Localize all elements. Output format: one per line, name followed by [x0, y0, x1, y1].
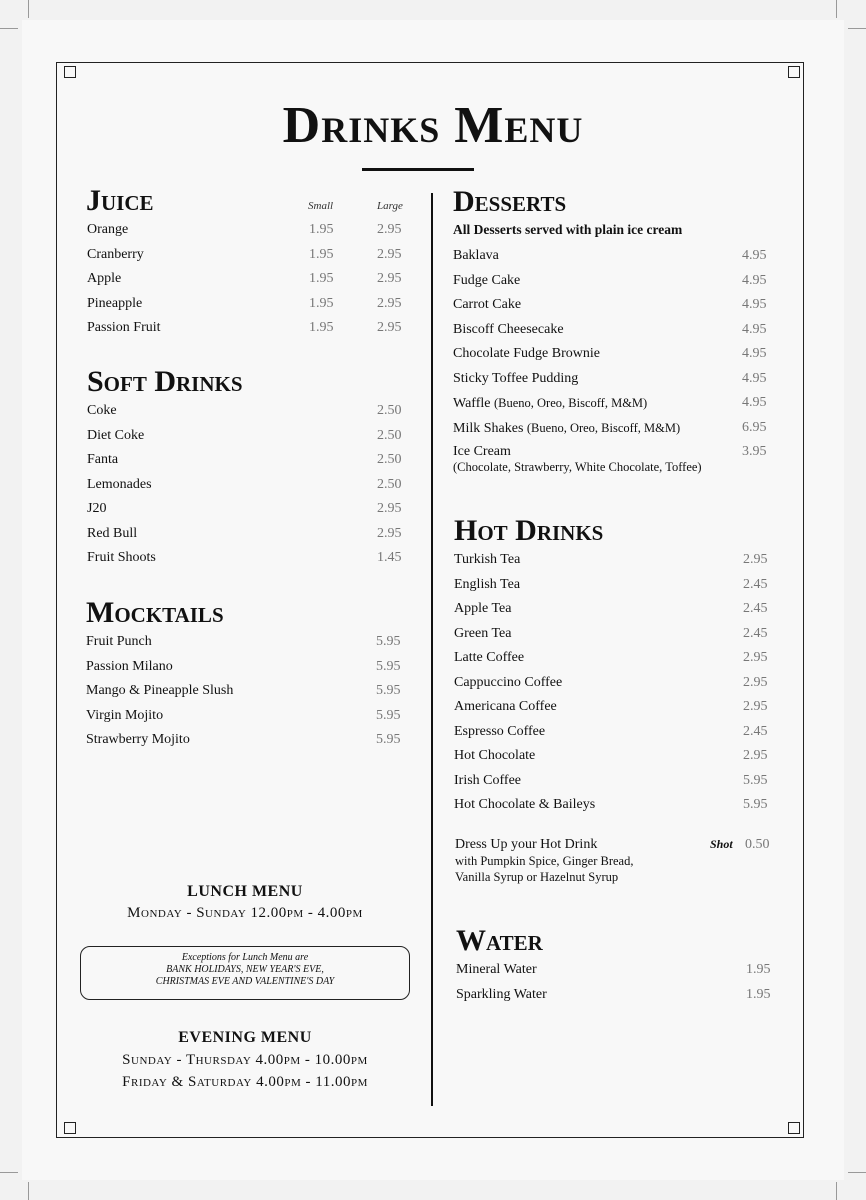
soft-drink-name: J20	[87, 501, 107, 516]
soft-drink-name: Coke	[87, 403, 117, 418]
dessert-name: Biscoff Cheesecake	[453, 321, 564, 337]
juice-small-price: 1.95	[309, 320, 334, 335]
shot-price: 0.50	[745, 837, 770, 852]
soft-drink-name: Fruit Shoots	[87, 550, 156, 565]
juice-large-price: 2.95	[377, 222, 402, 237]
dessert-detail: (Bueno, Oreo, Biscoff, M&M)	[526, 420, 681, 435]
col-large: Large	[377, 200, 403, 212]
evening-title: EVENING MENU	[178, 1029, 312, 1046]
hot-drink-price: 2.95	[743, 748, 768, 763]
soft-drink-price: 2.95	[377, 501, 402, 516]
crop-mark	[0, 28, 18, 29]
mocktail-name: Fruit Punch	[86, 634, 152, 649]
hot-drink-name: Latte Coffee	[454, 650, 525, 665]
juice-large-price: 2.95	[377, 246, 402, 262]
juice-item-name: Pineapple	[87, 295, 143, 311]
dessert-item	[453, 272, 520, 290]
corner-ornament	[788, 1122, 800, 1134]
soft-drink-name: Lemonades	[87, 476, 152, 492]
dessert-name: Baklava	[453, 248, 499, 263]
juice-item-name: Passion Fruit	[87, 320, 161, 335]
juice-small-price: 1.95	[309, 295, 334, 311]
hot-drink-price: 2.45	[743, 601, 768, 616]
hot-drink-price: 2.95	[743, 699, 768, 714]
water-price: 1.95	[746, 986, 771, 1002]
lunch-hours: Monday - Sunday 12.00pm - 4.00pm	[127, 905, 363, 921]
juice-item-name: Cranberry	[87, 246, 144, 262]
dessert-price: 4.95	[742, 395, 767, 410]
hot-drink-name: English Tea	[454, 576, 521, 592]
corner-ornament	[64, 1122, 76, 1134]
evening-hours: Friday & Saturday 4.00pm - 11.00pm	[122, 1074, 368, 1090]
col-small: Small	[308, 200, 334, 212]
ice-cream-flavours: (Chocolate, Strawberry, White Chocolate, Toffee)	[453, 460, 702, 474]
exception-line: CHRISTMAS EVE AND VALENTINE'S DAY	[155, 976, 335, 987]
juice-title: Juice	[86, 184, 154, 217]
dessert-item	[453, 443, 511, 461]
hot-drink-price: 2.95	[743, 650, 768, 665]
hot-drink-name: Hot Chocolate	[454, 748, 536, 763]
dessert-item	[453, 296, 521, 314]
dessert-item	[453, 394, 647, 413]
juice-small-price: 1.95	[309, 222, 334, 237]
juice-item-name: Apple	[87, 271, 122, 286]
dessert-name: Milk Shakes	[453, 420, 524, 436]
water-name: Mineral Water	[456, 962, 537, 977]
hot-drink-price: 2.45	[743, 576, 768, 592]
hot-drink-price: 2.45	[743, 723, 768, 739]
soft-drink-price: 2.95	[377, 525, 402, 541]
mocktail-name: Mango & Pineapple Slush	[86, 683, 234, 698]
dessert-name: Carrot Cake	[453, 297, 522, 312]
hot-drink-name: Cappuccino Coffee	[454, 674, 563, 690]
juice-large-price: 2.95	[377, 320, 402, 335]
dessert-price: 4.95	[742, 346, 767, 361]
soft-drink-price: 2.50	[377, 452, 402, 467]
dress-up-line: Vanilla Syrup or Hazelnut Syrup	[455, 870, 619, 884]
hot-drink-price: 2.45	[743, 625, 768, 641]
soft-drinks-title: Soft Drinks	[87, 365, 243, 398]
soft-drink-name: Red Bull	[87, 525, 138, 541]
dessert-name: Sticky Toffee Pudding	[453, 370, 579, 386]
desserts-note: All Desserts served with plain ice cream	[453, 222, 683, 237]
soft-drink-name: Fanta	[87, 452, 119, 467]
crop-mark	[836, 1182, 837, 1200]
corner-ornament	[788, 66, 800, 78]
dessert-item	[453, 370, 578, 388]
hot-drink-name: Apple Tea	[454, 601, 512, 616]
crop-mark	[28, 0, 29, 18]
soft-drink-price: 2.50	[377, 427, 402, 443]
evening-hours: Sunday - Thursday 4.00pm - 10.00pm	[122, 1052, 368, 1068]
mocktail-price: 5.95	[376, 732, 401, 747]
dessert-item	[453, 419, 680, 438]
hot-drink-name: Espresso Coffee	[454, 723, 546, 739]
hot-drinks-title: Hot Drinks	[454, 514, 604, 547]
hot-drink-price: 2.95	[743, 552, 768, 567]
crop-mark	[0, 1172, 18, 1173]
hot-drink-price: 2.95	[743, 674, 768, 690]
water-title: Water	[456, 924, 543, 957]
soft-drink-price: 2.50	[377, 403, 402, 418]
shot-label: Shot	[710, 837, 733, 851]
water-name: Sparkling Water	[456, 986, 547, 1002]
soft-drink-name: Diet Coke	[87, 427, 145, 443]
dessert-price: 4.95	[742, 272, 767, 288]
mocktails-title: Mocktails	[86, 596, 224, 629]
hot-drink-name: Hot Chocolate & Baileys	[454, 797, 596, 812]
crop-mark	[28, 1182, 29, 1200]
dessert-name: Fudge Cake	[453, 272, 521, 288]
mocktail-name: Strawberry Mojito	[86, 732, 190, 747]
mocktail-name: Virgin Mojito	[86, 707, 164, 723]
column-divider	[431, 193, 433, 1106]
juice-small-price: 1.95	[309, 246, 334, 262]
dessert-price: 4.95	[742, 370, 767, 386]
mocktail-name: Passion Milano	[86, 658, 173, 674]
mocktail-price: 5.95	[376, 683, 401, 698]
crop-mark	[836, 0, 837, 18]
dessert-price: 4.95	[742, 321, 767, 337]
mocktail-price: 5.95	[376, 634, 401, 649]
juice-item-name: Orange	[87, 222, 129, 237]
dessert-name: Ice Cream	[453, 444, 511, 459]
dessert-item	[453, 321, 564, 339]
juice-small-price: 1.95	[309, 271, 334, 286]
page-title: Drinks Menu	[282, 97, 584, 154]
dress-up-line: with Pumpkin Spice, Ginger Bread,	[455, 854, 634, 868]
hot-drink-name: Turkish Tea	[454, 552, 521, 567]
dessert-price: 4.95	[742, 297, 767, 312]
dessert-price: 4.95	[742, 248, 767, 263]
crop-mark	[848, 1172, 866, 1173]
dessert-name: Waffle	[453, 396, 491, 411]
crop-mark	[848, 28, 866, 29]
dessert-price: 3.95	[742, 444, 767, 459]
dessert-price: 6.95	[742, 419, 767, 435]
mocktail-price: 5.95	[376, 658, 401, 674]
exception-line: BANK HOLIDAYS, NEW YEAR'S EVE,	[166, 964, 324, 975]
lunch-exceptions	[80, 946, 410, 1000]
mocktail-price: 5.95	[376, 707, 401, 723]
soft-drink-price: 1.45	[377, 550, 402, 565]
water-price: 1.95	[746, 962, 771, 977]
hot-drink-name: Irish Coffee	[454, 772, 521, 788]
hot-drink-price: 5.95	[743, 797, 768, 812]
lunch-title: LUNCH MENU	[187, 883, 303, 900]
title-underline	[362, 168, 474, 171]
hot-drink-name: Green Tea	[454, 625, 512, 641]
dessert-detail: (Bueno, Oreo, Biscoff, M&M)	[493, 396, 648, 410]
hot-drink-price: 5.95	[743, 772, 768, 788]
desserts-title: Desserts	[453, 185, 567, 218]
dress-up-title: Dress Up your Hot Drink	[455, 837, 598, 852]
corner-ornament	[64, 66, 76, 78]
exception-line: Exceptions for Lunch Menu are	[181, 952, 309, 963]
juice-large-price: 2.95	[377, 295, 402, 311]
juice-large-price: 2.95	[377, 271, 402, 286]
dessert-item	[453, 247, 499, 265]
hot-drink-name: Americana Coffee	[454, 699, 557, 714]
dessert-item	[453, 345, 600, 363]
dessert-name: Chocolate Fudge Brownie	[453, 346, 600, 361]
soft-drink-price: 2.50	[377, 476, 402, 492]
